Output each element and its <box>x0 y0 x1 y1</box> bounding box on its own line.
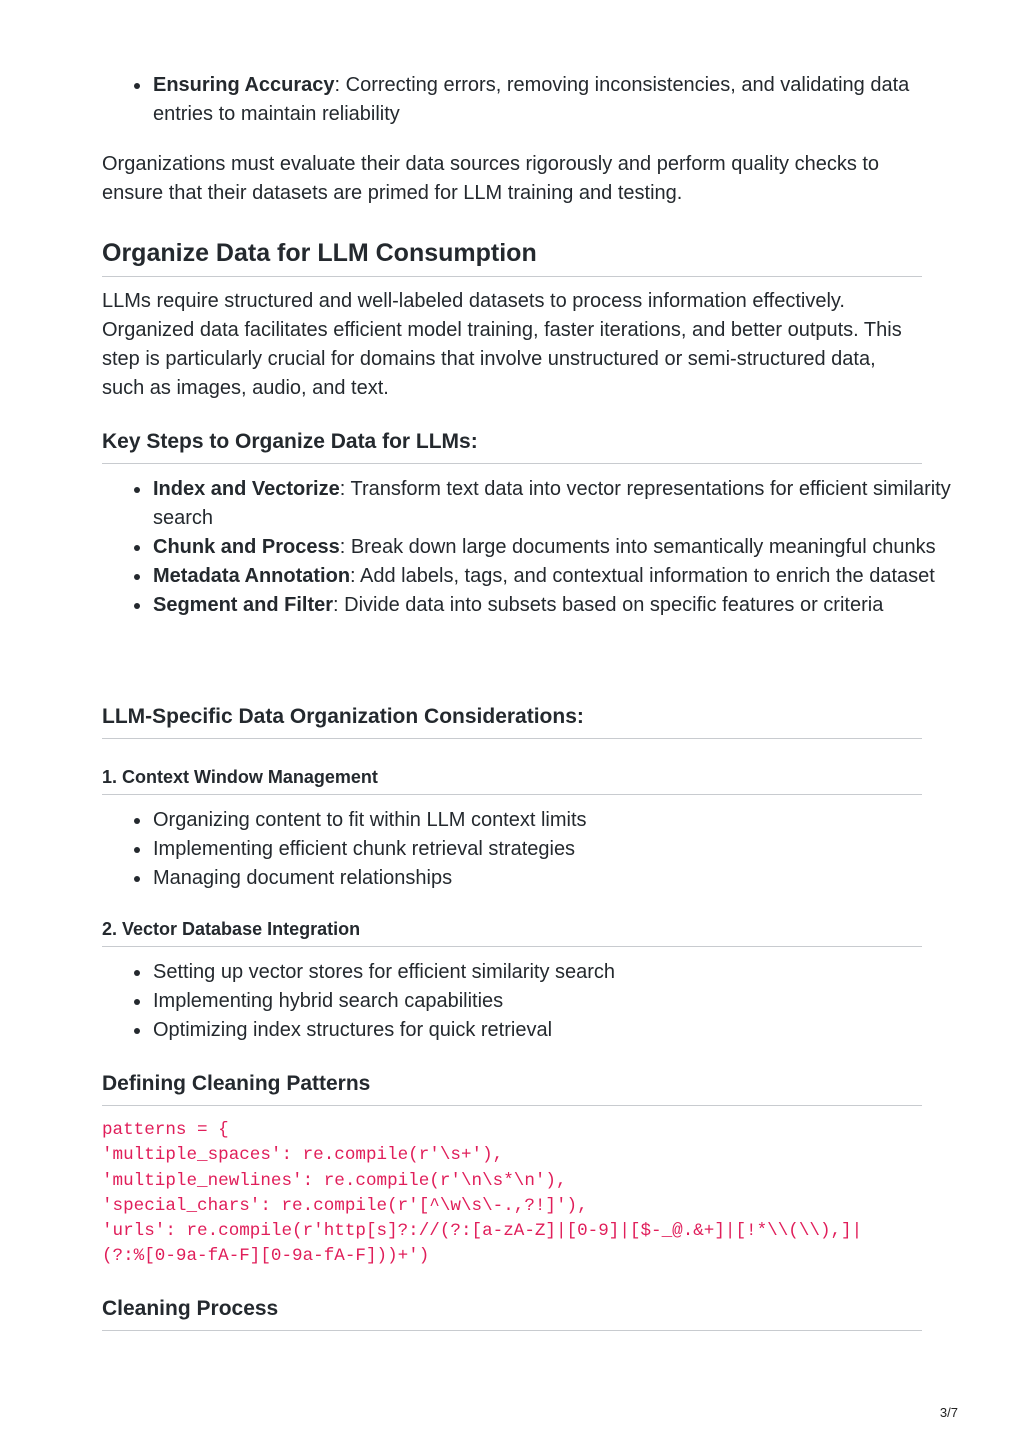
list-item: Organizing content to fit within LLM context limits <box>153 806 973 835</box>
list-item: Setting up vector stores for efficient similarity search <box>153 958 973 987</box>
vector-db-list <box>102 958 973 1045</box>
cleaning-patterns-code: patterns = { 'multiple_spaces': re.compile(r'\s+'), 'multiple_newlines': re.compile(r'\n\s*\n'), 'special_chars': re.compile(r'[^\w\s\-.,?!]'), 'urls': re.compile(r'http[s]?://(?:[a-zA-Z]|[0-9]|[$-_@.&+]|[!*\\(\\),]| (?:%[0-9a-fA-F][0-9a-fA-F]))+') <box>102 1120 863 1267</box>
list-item-term: Index and Vectorize <box>153 478 340 500</box>
section-heading-organize: Organize Data for LLM Consumption <box>102 237 922 277</box>
considerations-heading: LLM-Specific Data Organization Considerations: <box>102 703 922 739</box>
list-item-term: Metadata Annotation <box>153 565 351 587</box>
intro-paragraph: Organizations must evaluate their data sources rigorously and perform quality checks to ensure that their datasets are primed for LLM training and testing. <box>102 153 880 204</box>
list-item <box>153 562 973 591</box>
list-item: Managing document relationships <box>153 864 973 893</box>
list-item-text: : Correcting errors, removing inconsistencies, and validating data entries to maintain reliability <box>153 74 910 125</box>
key-steps-heading: Key Steps to Organize Data for LLMs: <box>102 428 922 464</box>
list-item: Optimizing index structures for quick retrieval <box>153 1016 973 1045</box>
list-item-term: Chunk and Process <box>153 536 340 558</box>
list-item-text: : Add labels, tags, and contextual information to enrich the dataset <box>350 565 935 587</box>
list-item-text: : Transform text data into vector representations for efficient similarity search <box>153 478 951 529</box>
list-item-term: Ensuring Accuracy <box>153 74 335 96</box>
vector-db-heading: 2. Vector Database Integration <box>102 917 922 947</box>
list-item <box>153 475 973 533</box>
cleaning-process-heading: Cleaning Process <box>102 1295 922 1331</box>
context-window-list <box>102 806 973 893</box>
intro-bullet-list <box>102 71 973 129</box>
list-item: Implementing efficient chunk retrieval strategies <box>153 835 973 864</box>
list-item <box>153 533 973 562</box>
list-item-text: : Break down large documents into semantically meaningful chunks <box>339 536 936 558</box>
cleaning-patterns-heading: Defining Cleaning Patterns <box>102 1070 922 1106</box>
context-window-heading: 1. Context Window Management <box>102 765 922 795</box>
list-item-text: : Divide data into subsets based on specific features or criteria <box>333 594 884 616</box>
organize-paragraph: LLMs require structured and well-labeled datasets to process information effectively. Organized data facilitates efficient model training, faster iterations, and better outputs. This step is particularly crucial for domains that involve unstructured or semi-structured data, such as images, audio, and text. <box>102 290 902 399</box>
list-item-term: Segment and Filter <box>153 594 334 616</box>
page-number: 3/7 <box>939 1405 958 1420</box>
list-item <box>153 591 973 620</box>
list-item: Implementing hybrid search capabilities <box>153 987 973 1016</box>
list-item <box>153 71 973 129</box>
key-steps-list <box>102 475 973 620</box>
